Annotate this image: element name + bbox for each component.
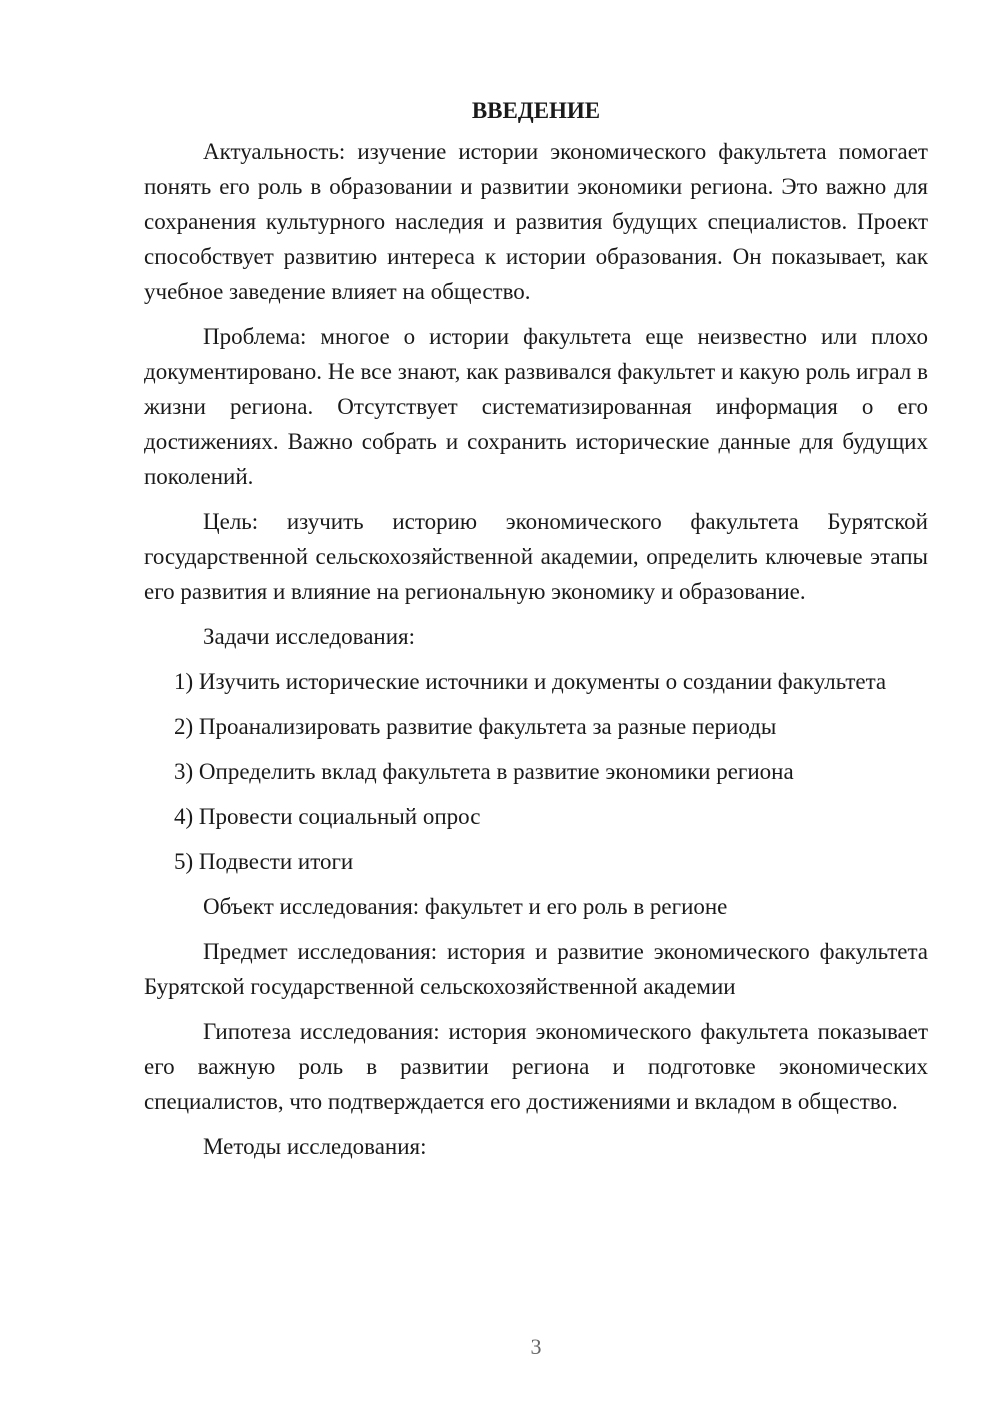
document-title: ВВЕДЕНИЕ (471, 98, 601, 123)
page-number: 3 (530, 1334, 542, 1359)
task-item-2: 2) Проанализировать развитие факультета за разные периоды (174, 714, 777, 739)
document-page (144, 96, 928, 1174)
paragraph-problem: Проблема: многое о истории факультета еще неизвестно или плохо документировано. Не все знают, как развивался факультет и какую роль играл в жизни региона. Отсутствует систематизированная информация о его достижениях. Важно собрать и сохранить исторические данные для будущих поколений. (144, 324, 928, 489)
methods-heading: Методы исследования: (203, 1134, 427, 1159)
task-item-5: 5) Подвести итоги (174, 849, 354, 874)
paragraph-goal: Цель: изучить историю экономического факультета Бурятской государственной сельскохозяйственной академии, определить ключевые этапы его развития и влияние на региональную экономику и образование. (144, 509, 928, 604)
task-item-4: 4) Провести социальный опрос (174, 804, 481, 829)
task-item-1: 1) Изучить исторические источники и документы о создании факультета (174, 669, 887, 694)
task-item-3: 3) Определить вклад факультета в развитие экономики региона (174, 759, 794, 784)
paragraph-relevance: Актуальность: изучение истории экономического факультета помогает понять его роль в образовании и развитии экономики региона. Это важно для сохранения культурного наследия и развития будущих специалистов. Проект способствует развитию интереса к истории образования. Он показывает, как учебное заведение влияет на общество. (144, 139, 928, 304)
paragraph-object: Объект исследования: факультет и его роль в регионе (203, 894, 728, 919)
paragraph-subject: Предмет исследования: история и развитие экономического факультета Бурятской государственной сельскохозяйственной академии (144, 939, 928, 999)
tasks-heading: Задачи исследования: (203, 624, 416, 649)
paragraph-hypothesis: Гипотеза исследования: история экономического факультета показывает его важную роль в развитии региона и подготовке экономических специалистов, что подтверждается его достижениями и вкладом в общество. (144, 1019, 928, 1114)
